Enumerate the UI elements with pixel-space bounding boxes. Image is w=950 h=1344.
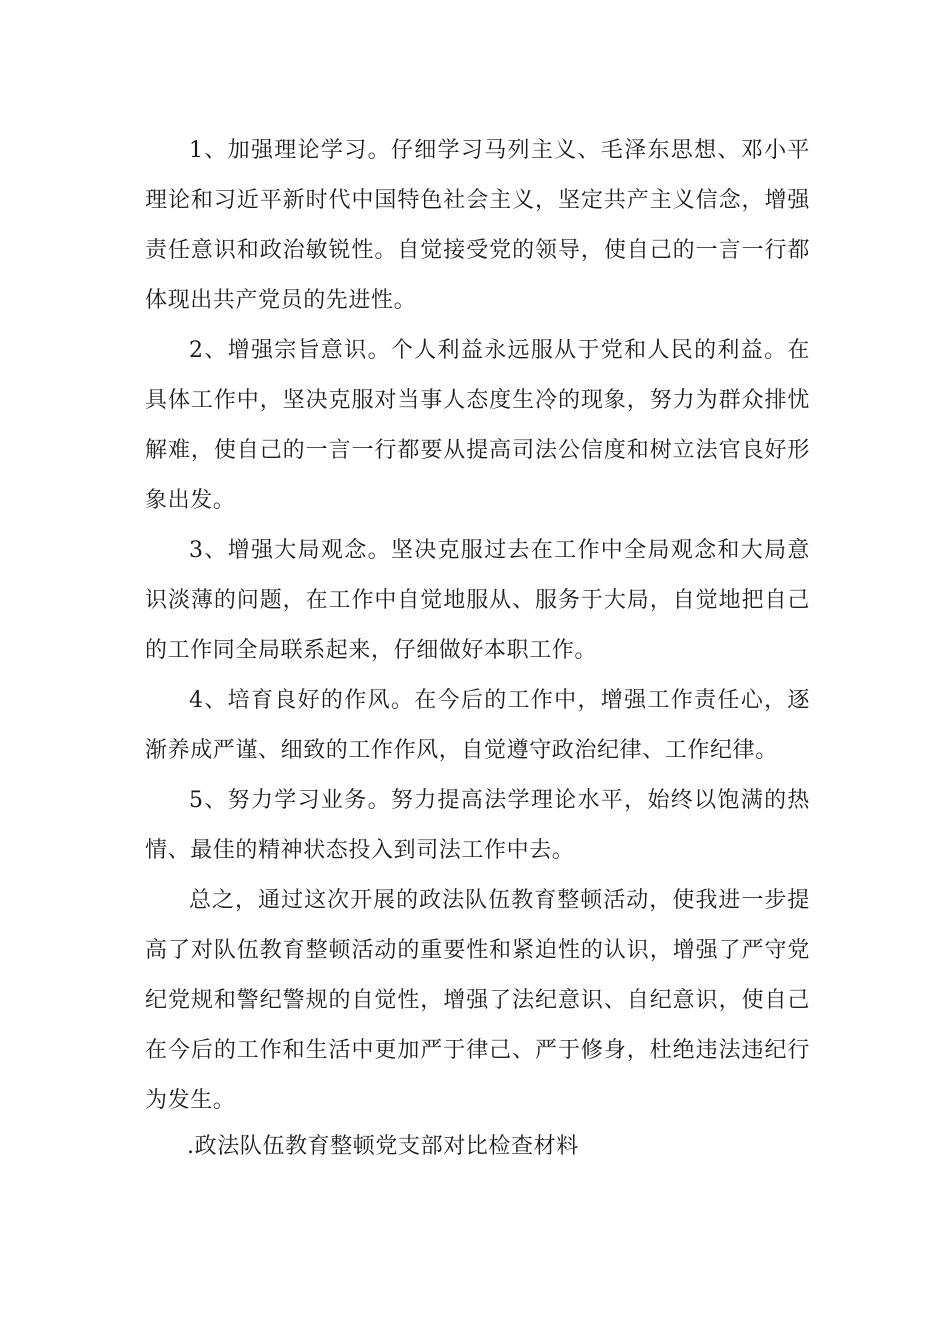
- paragraph-overall-view: 3、增强大局观念。坚决克服过去在工作中全局观念和大局意识淡薄的问题，在工作中自觉地服从、服务于大局，自觉地把自己的工作同全局联系起来，仔细做好本职工作。: [145, 538, 810, 663]
- paragraph-summary: 总之，通过这次开展的政法队伍教育整顿活动，使我进一步提高了对队伍教育整顿活动的重要性和紧迫性的认识，增强了严守党纪党规和警纪警规的自觉性，增强了法纪意识、自纪意识，使自己在今后的工作和生活中更加严于律己、严于修身，杜绝违法违纪行为发生。: [145, 888, 810, 1113]
- document-body: [145, 126, 810, 1126]
- next-section-heading: .政法队伍教育整顿党支部对比检查材料: [187, 1134, 579, 1159]
- paragraph-study-theory: 1、加强理论学习。仔细学习马列主义、毛泽东思想、邓小平理论和习近平新时代中国特色社会主义，坚定共产主义信念，增强责任意识和政治敏锐性。自觉接受党的领导，使自己的一言一行都体现出共产党员的先进性。: [145, 138, 810, 313]
- paragraph-purpose-awareness: 2、增强宗旨意识。个人利益永远服从于党和人民的利益。在具体工作中，坚决克服对当事人态度生冷的现象，努力为群众排忧解难，使自己的一言一行都要从提高司法公信度和树立法官良好形象出发。: [145, 338, 810, 513]
- paragraph-work-style: 4、培育良好的作风。在今后的工作中，增强工作责任心，逐渐养成严谨、细致的工作作风，自觉遵守政治纪律、工作纪律。: [145, 688, 810, 763]
- paragraph-study-business: 5、努力学习业务。努力提高法学理论水平，始终以饱满的热情、最佳的精神状态投入到司法工作中去。: [145, 788, 810, 863]
